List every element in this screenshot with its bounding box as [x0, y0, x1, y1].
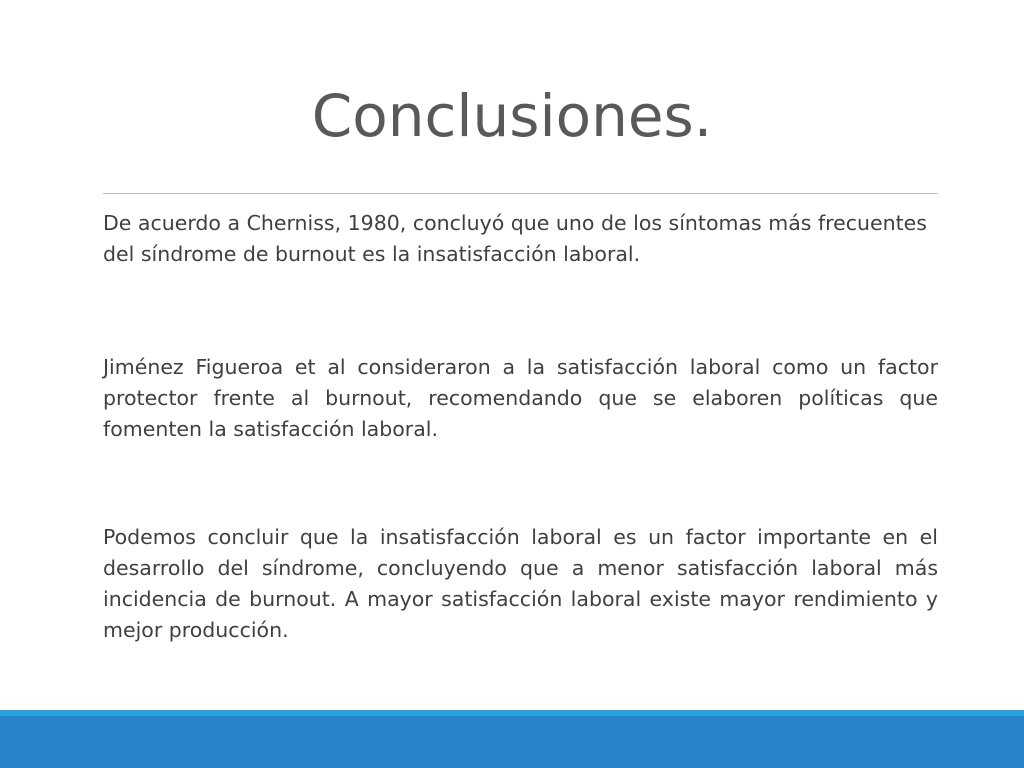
paragraph-conclusion: Podemos concluir que la insatisfacción laboral es un factor importante en el desarrollo del síndrome, concluyendo que a menor satisfacción laboral más incidencia de burnout. A mayor satisfacción laboral existe mayor rendimiento y mejor producción.	[103, 525, 938, 642]
paragraph-jimenez-figueroa: Jiménez Figueroa et al consideraron a la satisfacción laboral como un factor protector frente al burnout, recomendando que se elaboren políticas que fomenten la satisfacción laboral.	[103, 355, 938, 441]
footer-bar	[0, 716, 1024, 768]
title-divider	[103, 193, 938, 194]
slide-body	[103, 208, 938, 646]
paragraph-cherniss: De acuerdo a Cherniss, 1980, concluyó que uno de los síntomas más frecuentes del síndrome de burnout es la insatisfacción laboral.	[103, 211, 927, 266]
slide-title: Conclusiones.	[311, 82, 713, 150]
